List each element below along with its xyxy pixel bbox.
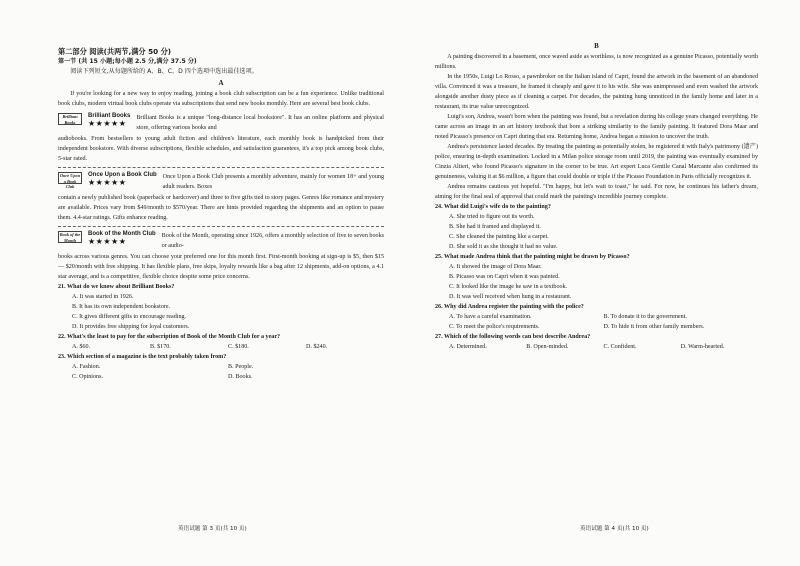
paragraph: Andrea remains cautious yet hopeful. "I'm happy, but let's wait to toast," he said. For now, he continues his father's dream, aiming for the final seal of approval that could mark the painting's incredible journey complete. [435,184,758,200]
club-description: contain a newly published book (paperback or hardcover) and three to five gifts tied to story pages. Genres like romance and mystery are available. Prices vary from $49/month to $570/year. There are hints provided regarding the shipments and an option to pause them. 4.4-star ratings. Gifts enhance reading. [58,195,384,221]
answer-option: A. To have a careful examination. [449,314,532,320]
answer-option: D. It was well received when hung in a restaurant. [449,294,572,300]
club-item [58,231,384,282]
answer-option: C. Opinions. [72,374,103,380]
answer-option: C. It looked like the image he saw in a textbook. [449,284,568,290]
club-logo: Brilliant Books [58,113,82,125]
question-stem: 22. What's the least to pay for the subscription of Book of the Month Club for a year? [58,334,281,340]
club-logo: Book of the Month [59,232,81,243]
club-name: Book of the Month Club [88,231,156,237]
answer-option: D. It provides free shipping for loyal customers. [72,324,190,330]
question-stem: 24. What did Luigi's wife do to the painting? [435,204,551,210]
passage-a-intro: If you're looking for a new way to enjoy reading, joining a book club subscription can be a fun experience. Unlike traditional book clubs, modern virtual book clubs operate via subscriptions that send new books monthly. Here are several best book clubs. [58,91,384,107]
question [435,202,758,252]
paragraph: A painting discovered in a basement, once waved aside as worthless, is now recognized as a genuine Picasso, potentially worth millions. [435,54,758,70]
answer-option: D. Books. [228,374,253,380]
answer-option: A. She tried to figure out its worth. [449,214,535,220]
answer-option: C. Confident. [603,344,637,350]
sub-section-title: 第一节 (共 15 小题;每小题 2.5 分,满分 37.5 分) [58,58,197,65]
divider [58,167,384,168]
answer-option: C. It gives different gifts to encourage reading. [72,314,187,320]
question-stem: 26. Why did Andrea register the painting with the police? [435,304,584,310]
answer-option: B. It has its own independent bookstore. [72,304,171,310]
club-lead-text: Book of the Month, operating since 1926, offers a monthly selection of five to seven books or audio- [161,233,384,249]
club-logo: Once Upon a Book Club [59,173,81,189]
club-name: Once Upon a Book Club [88,172,157,178]
question [435,302,758,332]
answer-options [58,292,384,332]
answer-options [435,262,758,302]
passage-letter-b: B [594,42,599,50]
question-stem: 23. Which section of a magazine is the text probably taken from? [58,354,227,360]
star-rating: ★★★★★ [88,119,127,128]
question-list-right [435,202,758,352]
answer-option: D. $240. [306,344,328,350]
question-stem: 25. What made Andrea think that the painting might be drawn by Picasso? [435,254,630,260]
club-description: audiobooks. From bestsellers to young adult fiction and children's literature, each monthly book is handpicked from their independent bookstore. With diverse subscriptions, flexible schedules, and satisfaction guarantees, it's a top pick among book clubs, 5-star rated. [58,136,384,162]
answer-option: A. It showed the image of Dora Maar. [449,264,542,270]
club-header [58,172,384,192]
answer-options [449,342,758,352]
answer-option: A. Fashion. [72,364,101,370]
divider [58,226,384,227]
answer-option: B. She had it framed and displayed it. [449,224,541,230]
answer-option: C. She cleaned the painting like a carpet. [449,234,549,240]
club-description: books across various genres. You can choose your preferred one for this month first. First-month booking at sign-up is $5, then $15 — $20/month with free shipping. It has flexible plans, free skips, loyalty rewards like a bag after 12 shipments, add-on options, a 4.1 star average, and is a competitive, flexible choice despite some price concerns. [58,254,384,280]
answer-option: B. People. [228,364,254,370]
paragraph: Andrea's persistence lasted decades. By treating the painting as potentially stolen, he registered it with Italy's patrimony (遗产) police, ensuring in-depth examination. Locked in a Milan police storage room until 2019, the painting was eventually examined by Cinzia Altieri, who found Picasso's signature in the corner to be true. Art expert Luca Gentile Canal Marcante also confirmed its genuineness, valuing it at $6 million, a figure that could double or triple if the Picasso Foundation in Paris officially recognizes it. [435,144,758,180]
answer-options [72,342,384,352]
answer-option: A. It was started in 1926. [72,294,134,300]
club-name: Brilliant Books [88,113,131,119]
passage-b-body [435,52,758,202]
instruction: 阅读下列短文,从每题所给的 A、B、C、D 四个选项中选出最佳选项。 [70,68,258,75]
section-title: 第二部分 阅读(共两节,满分 50 分) [58,47,172,56]
answer-options [449,312,758,332]
question [435,332,758,352]
answer-option: D. She sold it as she thought it had no value. [449,244,558,250]
answer-option: C. To meet the police's requirements. [449,324,540,330]
club-list [58,113,384,282]
answer-option: D. To hide it from other family members. [603,324,705,330]
answer-option: A. Determined. [449,344,487,350]
star-rating: ★★★★★ [88,178,127,187]
club-title-block [88,172,157,187]
club-item [58,172,384,223]
page-footer-right: 英语试题 第 4 页(共 10 页) [580,526,649,532]
answer-option: B. To donate it to the government. [603,314,687,320]
club-lead-text: Once Upon a Book Club presents a monthly adventure, mainly for women 18+ and young adult readers. Boxes [162,174,384,190]
page-footer-left: 英语试题 第 3 页(共 10 页) [178,526,247,532]
right-page [400,0,800,566]
answer-option: B. Open-minded. [526,344,569,350]
question-stem: 27. Which of the following words can best describe Andrea? [435,334,591,340]
question-stem: 21. What do we know about Brilliant Books? [58,284,175,290]
club-header [58,113,384,133]
answer-option: D. Warm-hearted. [680,344,725,350]
question [58,332,384,352]
star-rating: ★★★★★ [88,237,127,246]
answer-option: B. $170. [150,344,171,350]
paragraph: Luigi's son, Andrea, wasn't born when the painting was found, but a revelation during his college years changed everything. He came across an image in an art history textbook that bore a striking similarity to the family painting. It featured Dora Maar and noted Picasso's presence on Capri during that era. Returning home, Andrea began a mission to uncover the truth. [435,114,758,140]
answer-option: B. Picasso was on Capri when it was painted. [449,274,560,280]
answer-options [435,212,758,252]
answer-options [72,362,384,382]
question-list-left [58,282,384,382]
club-item [58,113,384,164]
passage-letter-a: A [218,79,224,87]
question [58,282,384,332]
answer-option: A. $60. [72,344,91,350]
question [58,352,384,382]
answer-option: C. $180. [228,344,249,350]
club-lead-text: Brilliant Books is a unique "long-distance local bookstore". It has an online platform and physical store, offering various books and [136,115,384,131]
club-title-block [88,113,130,128]
paragraph: In the 1950s, Luigi Lo Rosso, a pawnbroker on the Italian island of Capri, found the artwork in the basement of an abandoned villa. Convinced it was a treasure, he framed it cheaply and gave it to his wife. She was unimpressed and even washed the artwork alongside another dusty piece as if cleaning a carpet. For decades, the painting hung unnoticed in the family home and later in a restaurant, its true value unrecognized. [435,74,758,110]
club-header [58,231,384,251]
question [435,252,758,302]
club-title-block [88,231,156,246]
